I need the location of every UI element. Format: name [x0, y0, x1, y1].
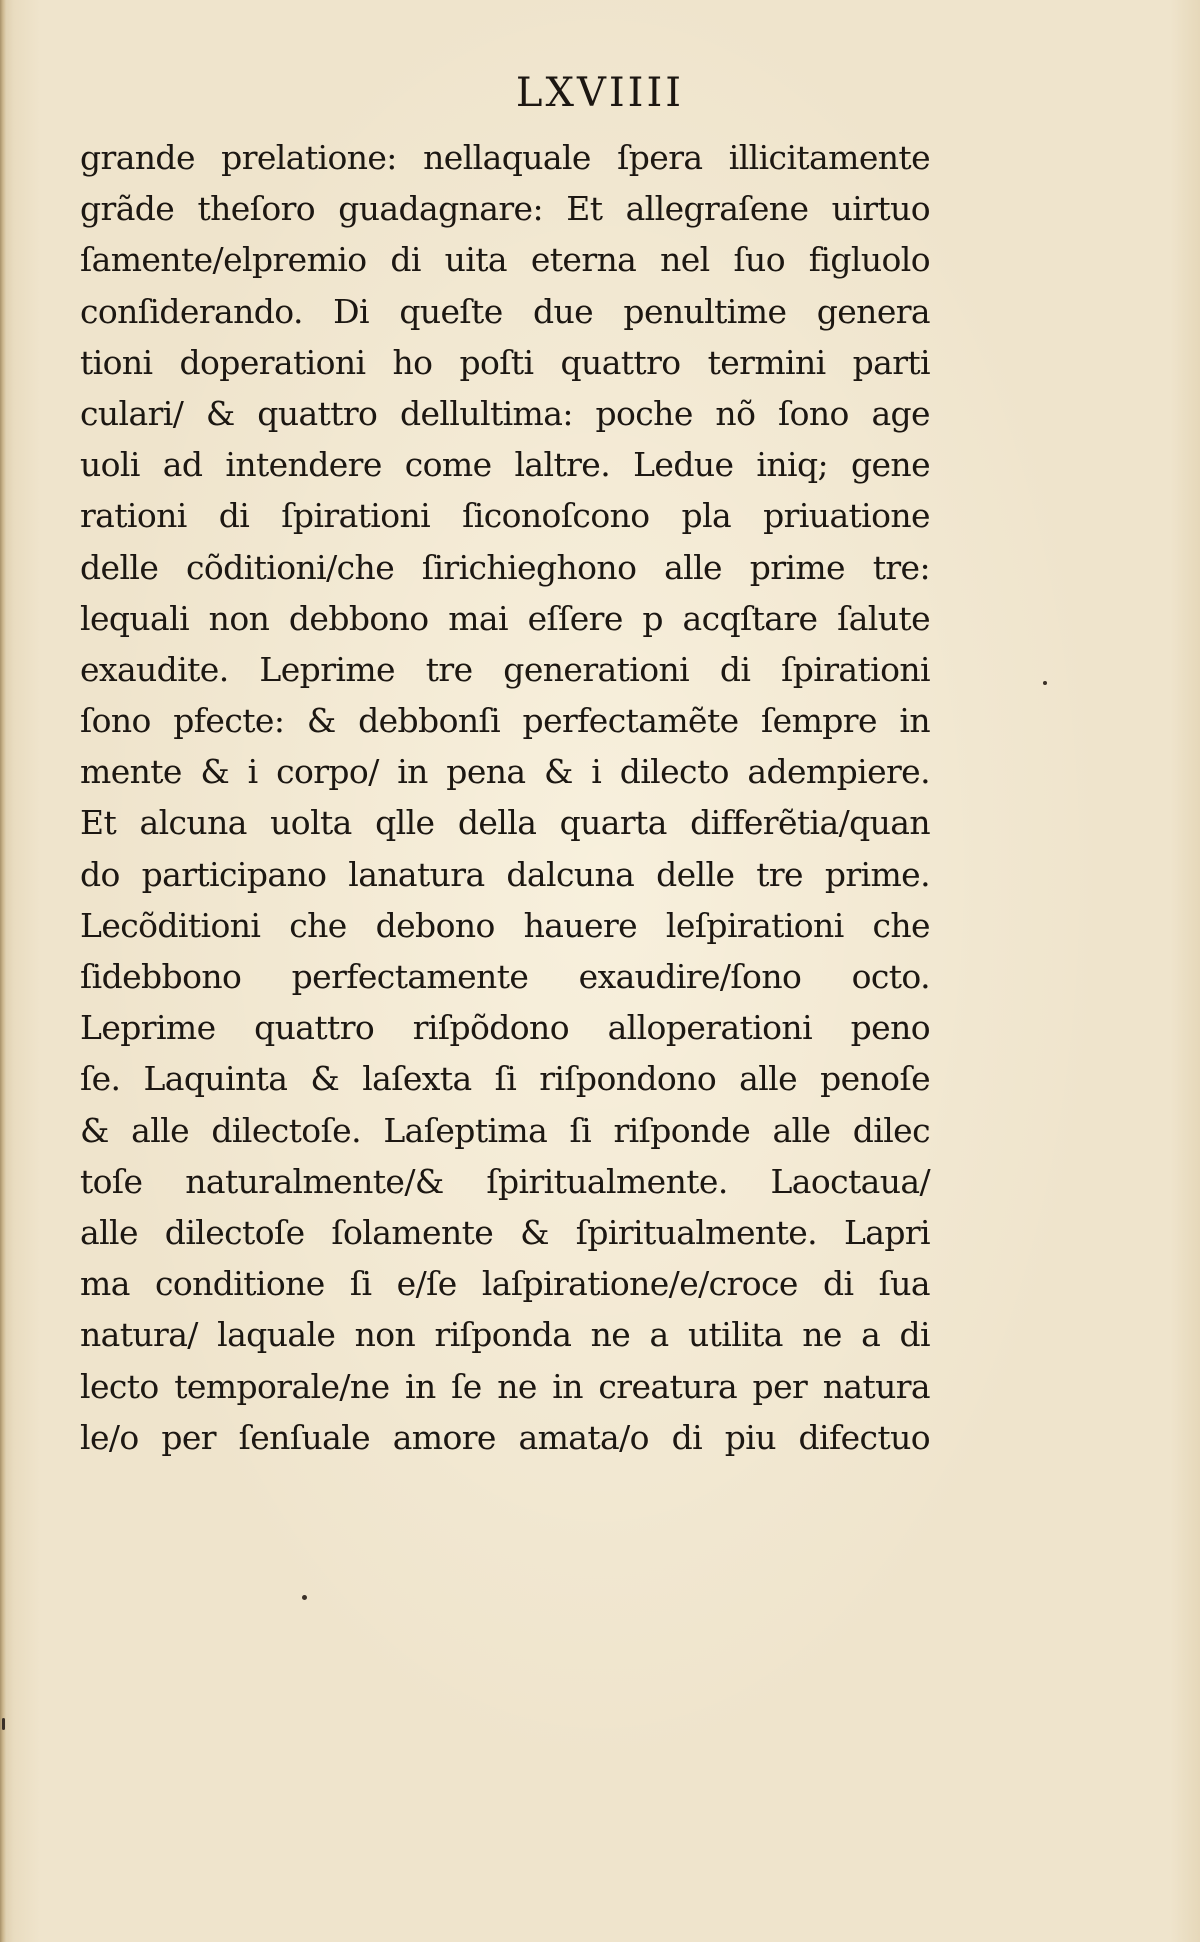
text-line: ma conditione ſi e/ſe laſpiratione/e/croce di ſua [80, 1264, 930, 1304]
text-line: delle cõditioni/che ſirichieghono alle prime tre: [80, 547, 930, 587]
page-binding-edge [0, 0, 6, 1942]
ink-speck [302, 1595, 307, 1600]
text-line: alle dilectoſe ſolamente & ſpiritualmente. Lapri [80, 1212, 930, 1252]
folio-number: LXVIIII [515, 70, 685, 116]
text-line: lecto temporale/ne in ſe ne in creatura per natura [80, 1366, 930, 1406]
text-line: ſamente/elpremio di uita eterna nel ſuo figluolo [80, 240, 930, 280]
text-line: grãde theſoro guadagnare: Et allegraſene uirtuo [80, 189, 930, 229]
text-line: Et alcuna uolta qlle della quarta differẽtia/quan [80, 803, 930, 843]
text-line: toſe naturalmente/& ſpiritualmente. Laoctaua/ [80, 1161, 930, 1201]
text-line: uoli ad intendere come laltre. Ledue iniq; gene [80, 445, 930, 485]
text-line: Leprime quattro riſpõdono alloperationi peno [80, 1008, 930, 1048]
text-line: mente & i corpo/ in pena & i dilecto adempiere. [80, 752, 930, 792]
text-line: rationi di ſpirationi ſiconoſcono pla priuatione [80, 496, 930, 536]
text-line: ſono pfecte: & debbonſi perfectamẽte ſempre in [80, 701, 930, 741]
ink-speck [2, 1718, 5, 1730]
text-line: natura/ laquale non riſponda ne a utilita ne a di [80, 1315, 930, 1355]
text-line: ſe. Laquinta & laſexta ſi riſpondono alle penoſe [80, 1059, 930, 1099]
text-line: do participano lanatura dalcuna delle tre prime. [80, 854, 930, 894]
text-line: conſiderando. Di queſte due penultime genera [80, 291, 930, 331]
text-line: Lecõditioni che debono hauere leſpirationi che [80, 905, 930, 945]
text-block [80, 132, 930, 1463]
text-line: ſidebbono perfectamente exaudire/ſono octo. [80, 957, 930, 996]
text-line: tioni doperationi ho poſti quattro termini parti [80, 342, 930, 382]
text-line: grande prelatione: nellaquale ſpera illicitamente [80, 138, 930, 177]
text-line: culari/ & quattro dellultima: poche nõ ſono age [80, 393, 930, 433]
text-line: exaudite. Leprime tre generationi di ſpirationi [80, 649, 930, 689]
text-line: & alle dilectoſe. Laſeptima ſi riſponde alle dilec [80, 1110, 930, 1150]
text-line: lequali non debbono mai eſſere p acqſtare ſalute [80, 598, 930, 638]
text-line: le/o per ſenſuale amore amata/o di piu difectuo [80, 1417, 930, 1457]
ink-speck [1043, 681, 1047, 685]
